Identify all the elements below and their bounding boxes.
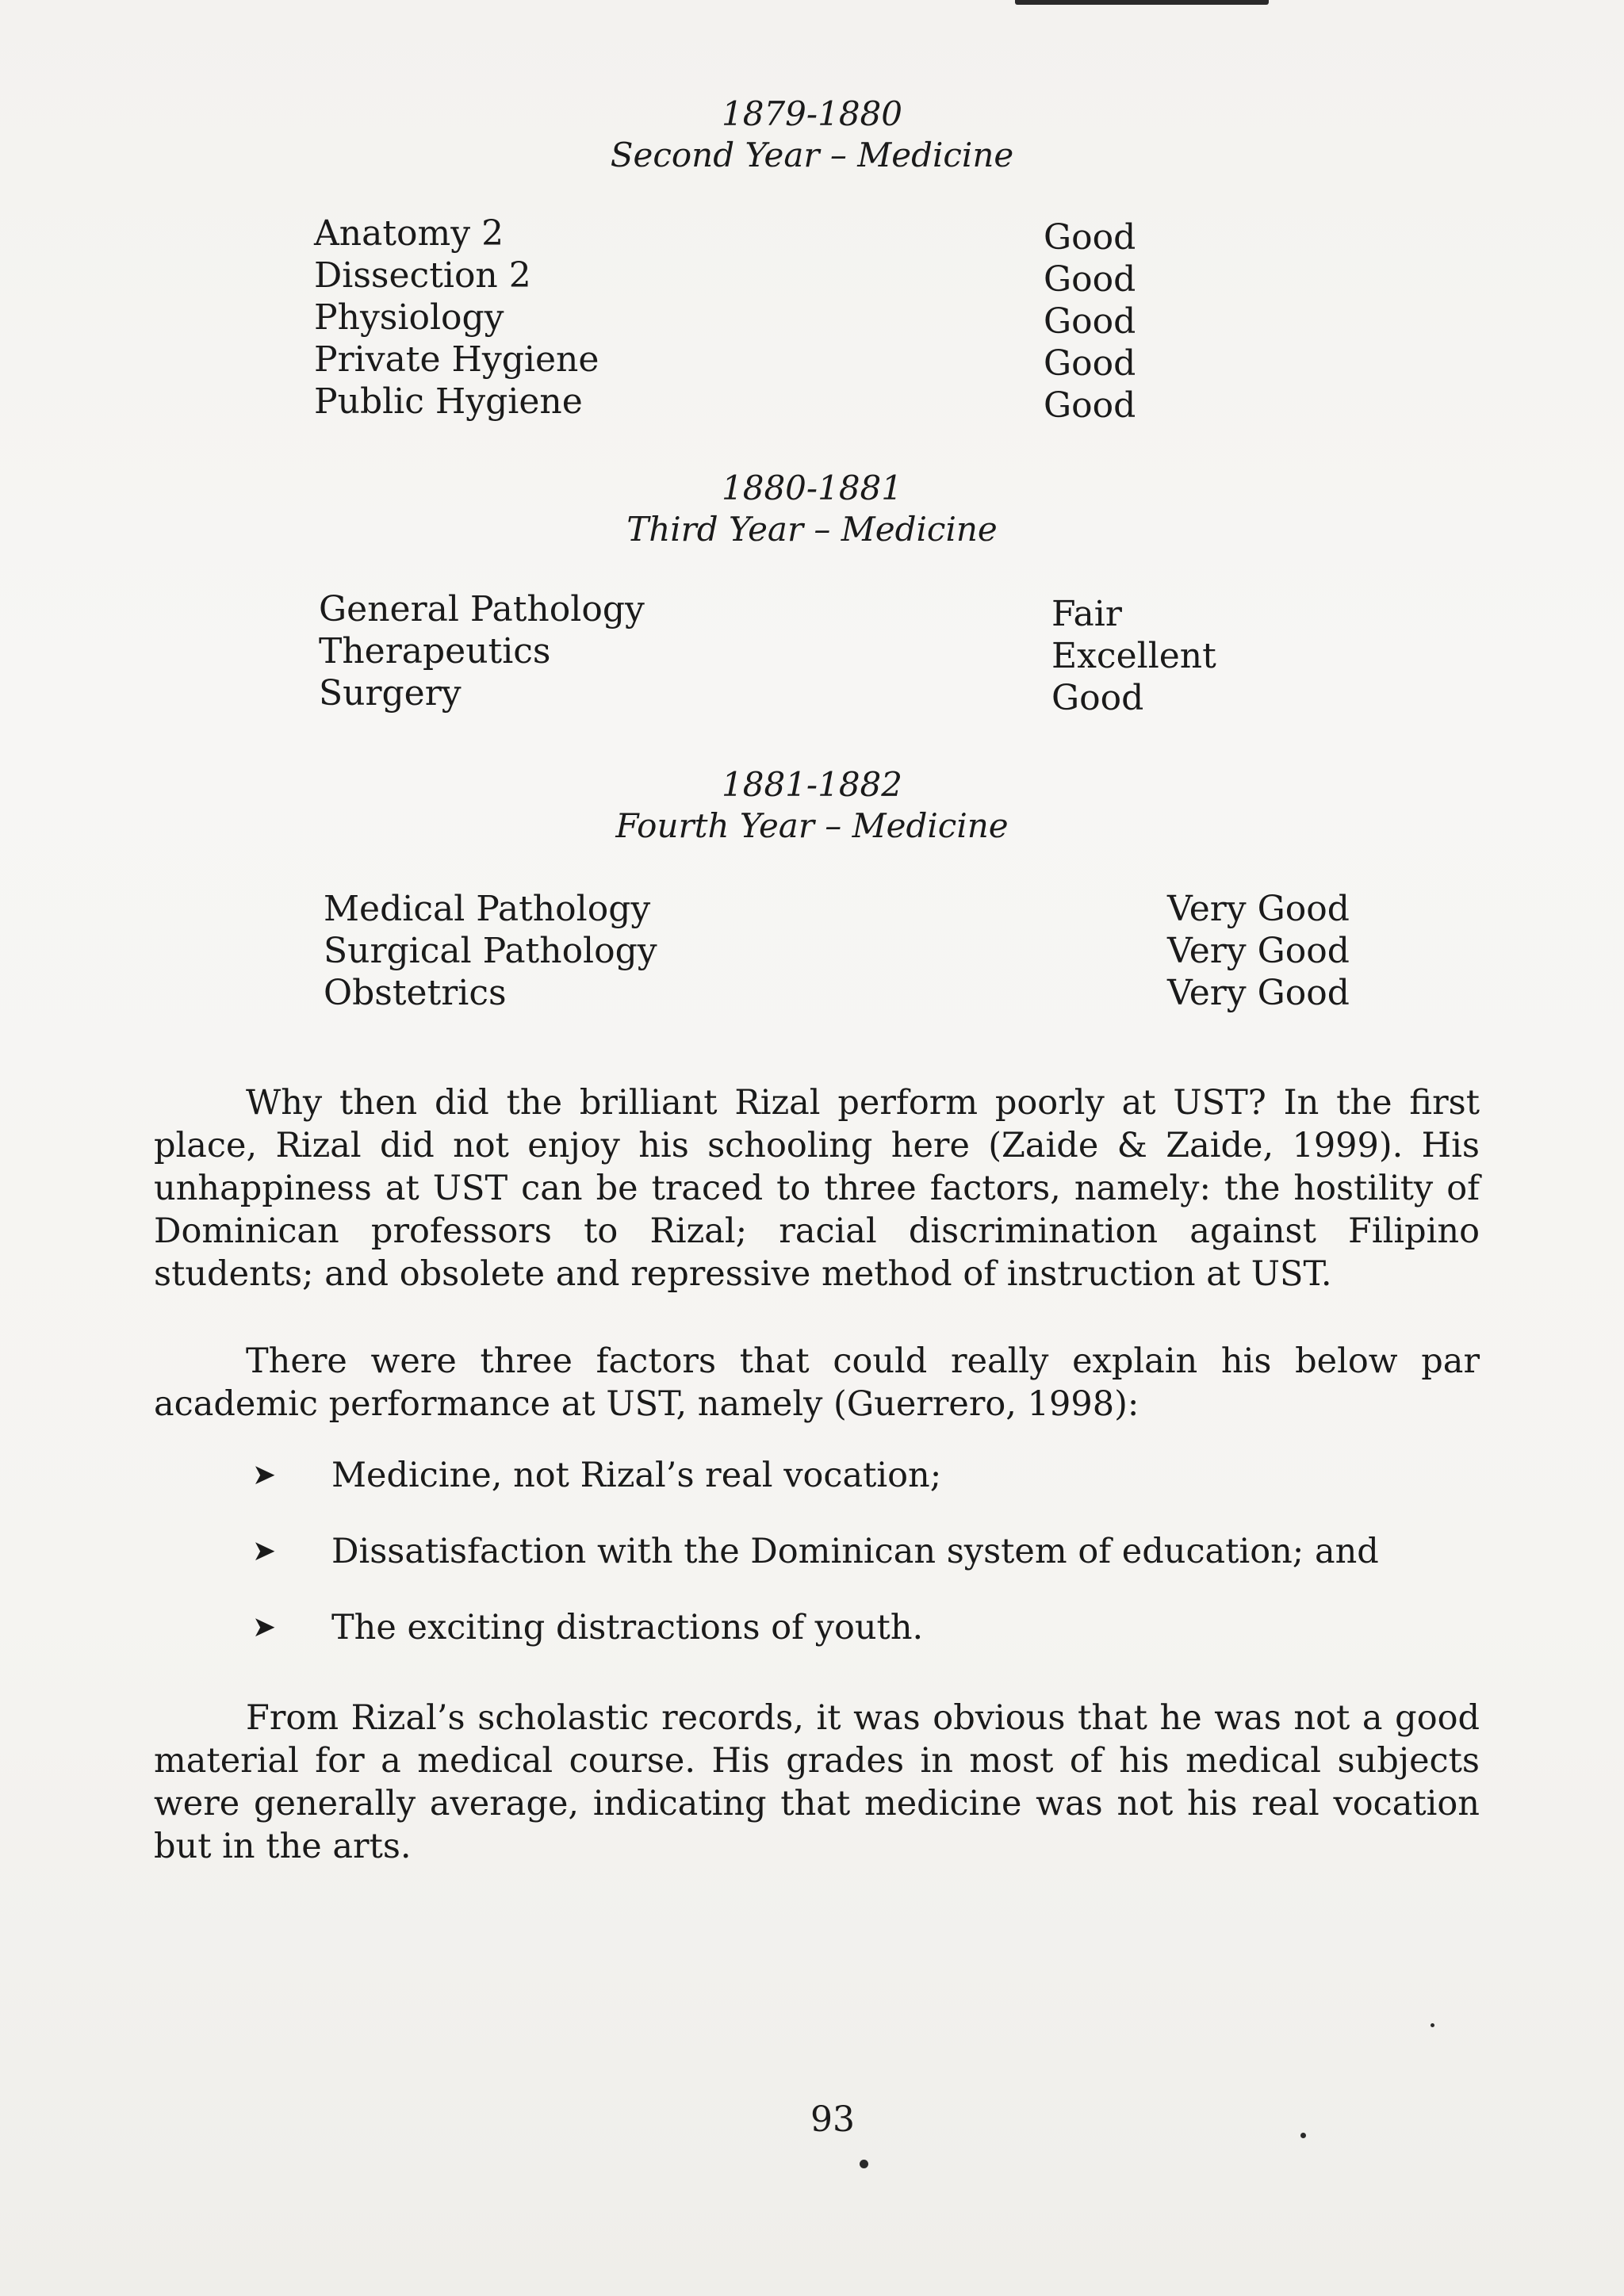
arrow-bullet-icon: ➤ [252, 1459, 277, 1491]
year-level: Second Year – Medicine [610, 136, 1014, 174]
subject-grade: Good [1051, 678, 1144, 718]
subject-name: Medical Pathology [324, 889, 651, 929]
subject-grade: Very Good [1167, 931, 1350, 971]
subject-name: Private Hygiene [314, 339, 599, 380]
subject-grade: Good [1044, 343, 1136, 384]
scan-speck [860, 2160, 868, 2168]
body-paragraph: There were three factors that could really explain his below par academic performance at UST, namely (Guerrero, 1998): [154, 1341, 1480, 1424]
top-edge-rule [1015, 0, 1269, 5]
subject-grade: Fair [1051, 594, 1122, 634]
subject-name: General Pathology [319, 589, 645, 629]
arrow-bullet-icon: ➤ [252, 1611, 277, 1644]
year-level: Third Year – Medicine [626, 510, 998, 549]
section-heading-second-year [0, 94, 1624, 176]
list-item-text: Dissatisfaction with the Dominican system of education; and [331, 1532, 1379, 1571]
grade-list-third-year [1051, 593, 1216, 719]
subject-grade: Good [1044, 301, 1136, 342]
subject-name: Physiology [314, 297, 504, 338]
subject-name: Obstetrics [324, 973, 507, 1013]
section-heading-third-year [0, 468, 1624, 550]
subject-grade: Good [1044, 385, 1136, 426]
subject-grade: Good [1044, 259, 1136, 300]
school-year: 1880-1881 [722, 469, 902, 507]
year-level: Fourth Year – Medicine [615, 806, 1009, 845]
subject-grade: Very Good [1167, 973, 1350, 1013]
arrow-bullet-icon: ➤ [252, 1535, 277, 1567]
body-paragraph: Why then did the brilliant Rizal perform poorly at UST? In the first place, Rizal did not enjoy his schooling here (Zaide & Zaide, 1999). His unhappiness at UST can be traced to three factors, namely: the hostility of Dominican professors to Rizal; racial discrimination against Filipino students; and obsolete and repressive method of instruction at UST. [154, 1083, 1480, 1294]
subject-name: Surgical Pathology [324, 931, 657, 971]
school-year: 1879-1880 [722, 94, 902, 133]
subject-name: Dissection 2 [314, 255, 531, 296]
subject-list-third-year [319, 588, 645, 714]
list-item-text: Medicine, not Rizal’s real vocation; [331, 1456, 942, 1495]
grade-list-fourth-year [1167, 888, 1350, 1014]
scan-speck [1431, 2023, 1434, 2027]
subject-name: Surgery [319, 673, 462, 714]
subject-name: Therapeutics [319, 631, 551, 672]
subject-grade: Very Good [1167, 889, 1350, 929]
subject-grade: Excellent [1051, 636, 1216, 676]
section-heading-fourth-year [0, 764, 1624, 847]
grade-list-second-year [1044, 216, 1136, 427]
scan-speck [1300, 2133, 1306, 2138]
subject-list-second-year [314, 212, 599, 423]
subject-grade: Good [1044, 217, 1136, 258]
subject-list-fourth-year [324, 888, 657, 1014]
page-number: 93 [810, 2099, 855, 2140]
subject-name: Anatomy 2 [314, 213, 504, 254]
body-paragraph: From Rizal’s scholastic records, it was obvious that he was not a good material for a medical course. His grades in most of his medical subjects were generally average, indicating that medicine was not his real vocation but in the arts. [154, 1698, 1480, 1866]
subject-name: Public Hygiene [314, 381, 583, 422]
school-year: 1881-1882 [722, 765, 902, 804]
list-item-text: The exciting distractions of youth. [331, 1608, 924, 1647]
